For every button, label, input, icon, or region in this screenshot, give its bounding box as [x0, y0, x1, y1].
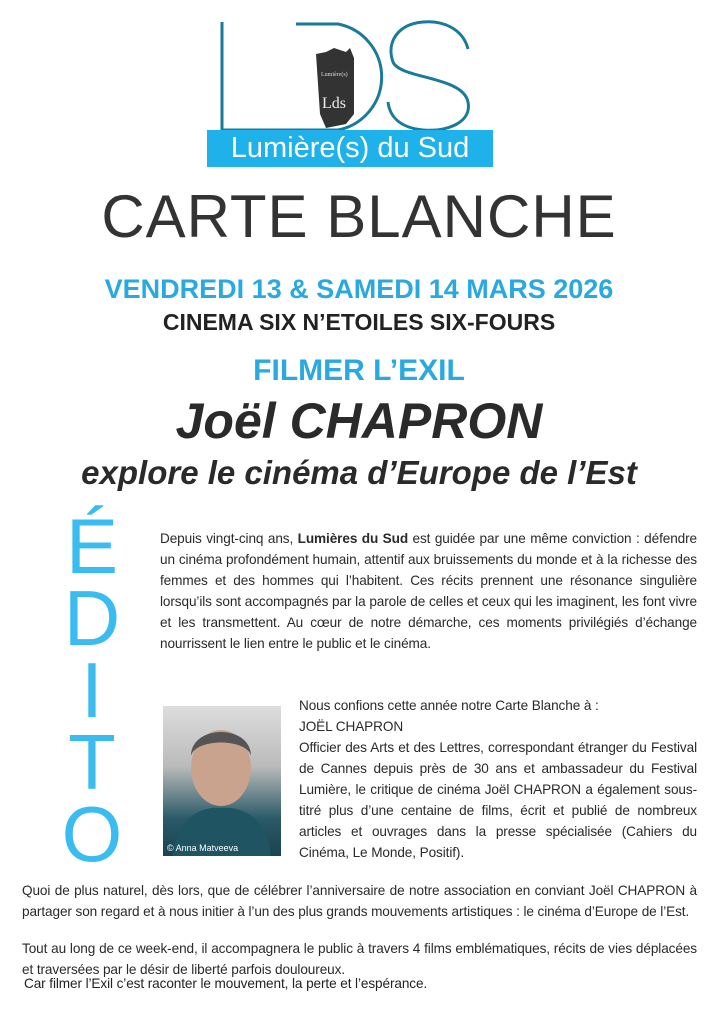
event-theme: FILMER L’EXIL	[253, 354, 465, 387]
edito-paragraph-1	[160, 528, 697, 654]
event-dates: VENDREDI 13 & SAMEDI 14 MARS 2026	[104, 274, 614, 304]
guest-bio	[299, 695, 697, 863]
guest-photo	[163, 706, 281, 856]
page-title: CARTE BLANCHE	[101, 183, 617, 250]
intro: Nous confions cette année notre Carte Blanche à :	[299, 698, 599, 713]
guest-name: Joël CHAPRON	[175, 393, 543, 449]
photo-credit: © Anna Matveeva	[167, 843, 239, 853]
guest-name-caps: JOËL CHAPRON	[299, 719, 404, 734]
text: Depuis vingt-cinq ans,	[160, 531, 298, 546]
edito-letter: É	[65, 502, 119, 590]
text: est guidée par une même conviction : défendre un cinéma profondément humain, attentif aux bruissements du monde et à la richesse des femmes et des hommes qui l’habitent. Ces récits prennent une résonance singulière lorsqu’ils sont accompagnés par la parole de celles et ceux qui les imaginent, les font vivre et les transmettent. Au cœur de notre démarche, ces moments privilégiés d’échange nourrissent le lien entre le public et le cinéma.	[160, 531, 698, 651]
portrait-icon	[163, 706, 281, 856]
edito-letter: D	[63, 574, 121, 662]
svg-text:Lds: Lds	[322, 95, 346, 112]
edito-paragraph-4: Tout au long de ce week-end, il accompagnera le public à travers 4 films emblématiques, récits de vies déplacées et traversées par le désir de liberté parfois douloureux.	[22, 941, 697, 977]
logo	[218, 14, 480, 132]
association-name: Lumières du Sud	[297, 531, 409, 546]
closing-line: Car filmer l’Exil c’est raconter le mouvement, la perte et l’espérance.	[24, 976, 428, 991]
logo-band: Lumière(s) du Sud	[207, 130, 493, 167]
edito-paragraph-3: Quoi de plus naturel, dès lors, que de célébrer l’anniversaire de notre association en conviant Joël CHAPRON à partager son regard et à nous initier à l’un des plus grands mouvements artistiques : le cinéma d’Europe de l’Est.	[22, 883, 697, 919]
bio: Officier des Arts et des Lettres, correspondant étranger du Festival de Cannes depuis près de 30 ans et ambassadeur du Festival Lumière, le critique de cinéma Joël CHAPRON a également sous-titré plus d’une centaine de films, écrit et publié de nombreux articles et ouvrages dans la presse spécialisée (Cahiers du Cinéma, Le Monde, Positif).	[299, 740, 697, 860]
edito-letter: O	[61, 790, 123, 878]
logo-lds-icon	[218, 14, 480, 132]
edito-vertical-heading	[52, 502, 132, 878]
edito-letter: I	[81, 646, 103, 734]
svg-text:Lumière(s): Lumière(s)	[321, 72, 348, 78]
event-venue: CINEMA SIX N’ETOILES SIX-FOURS	[162, 309, 556, 335]
event-subtitle: explore le cinéma d’Europe de l’Est	[81, 454, 637, 491]
edito-letter: T	[68, 718, 116, 806]
